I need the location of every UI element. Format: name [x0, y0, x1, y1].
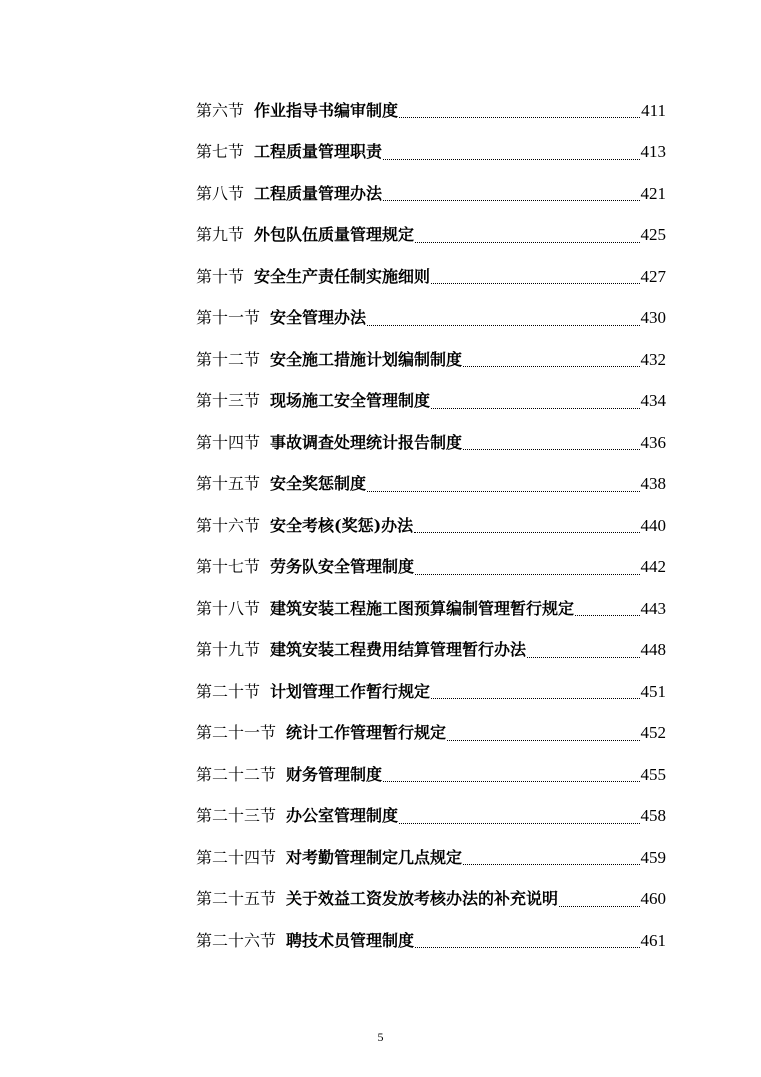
toc-section-title: 聘技术员管理制度 [286, 930, 415, 950]
toc-page-number: 458 [640, 806, 666, 826]
toc-page-number: 413 [640, 142, 666, 162]
toc-dot-leader [367, 491, 639, 492]
toc-section-title: 安全管理办法 [270, 308, 367, 328]
toc-section-title: 对考勤管理制定几点规定 [286, 847, 463, 867]
toc-section-number: 第九节 [196, 225, 245, 245]
toc-section-number: 第十二节 [196, 349, 261, 369]
toc-entry[interactable] [196, 671, 666, 713]
toc-dot-leader [415, 242, 639, 243]
toc-page-number: 411 [641, 100, 666, 120]
toc-dot-leader [415, 947, 639, 948]
toc-dot-leader [383, 159, 639, 160]
toc-dot-leader [463, 864, 639, 865]
toc-section-title: 关于效益工资发放考核办法的补充说明 [286, 889, 559, 909]
table-of-contents [196, 90, 666, 962]
toc-page-number: 448 [640, 640, 666, 660]
toc-dot-leader [559, 906, 639, 907]
toc-section-number: 第二十一节 [196, 723, 277, 743]
toc-dot-leader [399, 823, 639, 824]
toc-section-title: 办公室管理制度 [286, 806, 399, 826]
toc-section-title: 工程质量管理职责 [254, 142, 383, 162]
toc-section-number: 第十一节 [196, 308, 261, 328]
toc-entry[interactable] [196, 256, 666, 298]
toc-section-title: 建筑安装工程施工图预算编制管理暂行规定 [270, 598, 575, 618]
toc-page-number: 459 [640, 847, 666, 867]
toc-entry[interactable] [196, 339, 666, 381]
toc-entry[interactable] [196, 298, 666, 340]
toc-section-number: 第二十二节 [196, 764, 277, 784]
toc-entry[interactable] [196, 90, 666, 132]
toc-entry[interactable] [196, 754, 666, 796]
toc-section-number: 第十六节 [196, 515, 261, 535]
toc-dot-leader [463, 449, 639, 450]
toc-entry[interactable] [196, 796, 666, 838]
toc-dot-leader [399, 117, 640, 118]
toc-section-title: 现场施工安全管理制度 [270, 391, 431, 411]
toc-entry[interactable] [196, 173, 666, 215]
toc-dot-leader [383, 781, 639, 782]
toc-dot-leader [575, 615, 639, 616]
toc-dot-leader [367, 325, 639, 326]
toc-section-number: 第八节 [196, 183, 245, 203]
toc-section-title: 计划管理工作暂行规定 [270, 681, 431, 701]
toc-section-number: 第十八节 [196, 598, 261, 618]
toc-section-title: 作业指导书编审制度 [254, 100, 399, 120]
toc-dot-leader [527, 657, 639, 658]
toc-dot-leader [383, 200, 639, 201]
toc-section-number: 第十三节 [196, 391, 261, 411]
toc-page-number: 442 [640, 557, 666, 577]
toc-entry[interactable] [196, 215, 666, 257]
toc-section-number: 第十节 [196, 266, 245, 286]
toc-section-title: 安全奖惩制度 [270, 474, 367, 494]
toc-entry[interactable] [196, 837, 666, 879]
toc-section-number: 第二十三节 [196, 806, 277, 826]
toc-section-number: 第六节 [196, 100, 245, 120]
toc-page-number: 427 [640, 266, 666, 286]
toc-page-number: 434 [640, 391, 666, 411]
toc-section-number: 第七节 [196, 142, 245, 162]
toc-entry[interactable] [196, 132, 666, 174]
toc-page-number: 438 [640, 474, 666, 494]
toc-dot-leader [415, 574, 639, 575]
toc-dot-leader [431, 283, 639, 284]
toc-section-title: 财务管理制度 [286, 764, 383, 784]
toc-section-title: 工程质量管理办法 [254, 183, 383, 203]
toc-page-number: 461 [640, 930, 666, 950]
toc-entry[interactable] [196, 879, 666, 921]
toc-section-number: 第十五节 [196, 474, 261, 494]
toc-entry[interactable] [196, 505, 666, 547]
toc-entry[interactable] [196, 713, 666, 755]
toc-dot-leader [431, 698, 639, 699]
toc-section-title: 统计工作管理暂行规定 [286, 723, 447, 743]
toc-section-title: 建筑安装工程费用结算管理暂行办法 [270, 640, 527, 660]
toc-page-number: 440 [640, 515, 666, 535]
toc-page-number: 443 [640, 598, 666, 618]
toc-dot-leader [447, 740, 639, 741]
toc-page-number: 430 [640, 308, 666, 328]
page-footer-number: 5 [377, 1030, 384, 1044]
toc-page-number: 436 [640, 432, 666, 452]
toc-page-number: 421 [640, 183, 666, 203]
toc-entry[interactable] [196, 547, 666, 589]
toc-section-number: 第十七节 [196, 557, 261, 577]
toc-page-number: 425 [640, 225, 666, 245]
toc-page-number: 452 [640, 723, 666, 743]
toc-entry[interactable] [196, 920, 666, 962]
toc-section-title: 安全生产责任制实施细则 [254, 266, 431, 286]
toc-section-title: 安全施工措施计划编制制度 [270, 349, 463, 369]
toc-entry[interactable] [196, 381, 666, 423]
toc-page-number: 455 [640, 764, 666, 784]
toc-section-number: 第十四节 [196, 432, 261, 452]
toc-entry[interactable] [196, 588, 666, 630]
toc-entry[interactable] [196, 422, 666, 464]
toc-section-number: 第二十五节 [196, 889, 277, 909]
toc-page-number: 460 [640, 889, 666, 909]
toc-dot-leader [414, 532, 639, 533]
toc-dot-leader [463, 366, 639, 367]
toc-section-number: 第二十四节 [196, 847, 277, 867]
toc-page-number: 451 [640, 681, 666, 701]
toc-entry[interactable] [196, 464, 666, 506]
toc-section-number: 第十九节 [196, 640, 261, 660]
toc-section-number: 第二十节 [196, 681, 261, 701]
toc-section-number: 第二十六节 [196, 930, 277, 950]
toc-section-title: 劳务队安全管理制度 [270, 557, 415, 577]
toc-page-number: 432 [640, 349, 666, 369]
toc-section-title: 安全考核(奖惩)办法 [270, 515, 414, 535]
toc-entry[interactable] [196, 630, 666, 672]
toc-section-title: 事故调查处理统计报告制度 [270, 432, 463, 452]
toc-section-title: 外包队伍质量管理规定 [254, 225, 415, 245]
toc-dot-leader [431, 408, 639, 409]
